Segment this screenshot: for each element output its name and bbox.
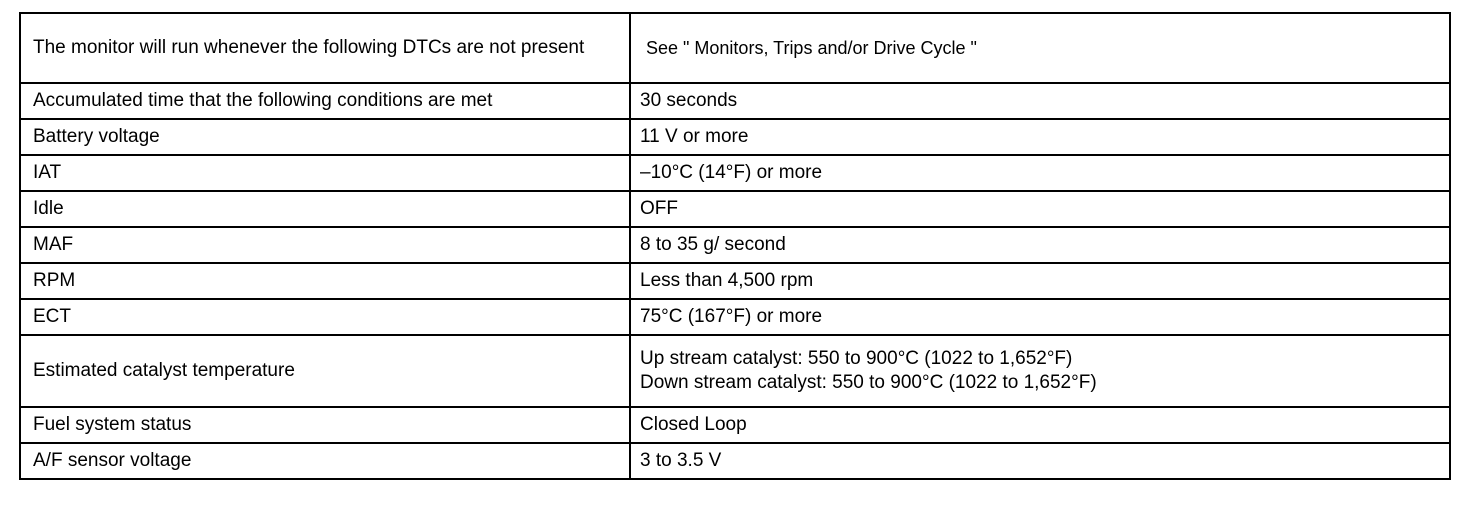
table-row — [20, 443, 1450, 479]
value-cell: Closed Loop — [630, 407, 1450, 443]
condition-cell: Battery voltage — [20, 119, 630, 155]
value-cell: Less than 4,500 rpm — [630, 263, 1450, 299]
value-cell: 11 V or more — [630, 119, 1450, 155]
value-text: See " Monitors, Trips and/or Drive Cycle " — [646, 37, 977, 58]
condition-cell: ECT — [20, 299, 630, 335]
condition-cell: The monitor will run whenever the following DTCs are not present — [20, 13, 630, 83]
value-cell: –10°C (14°F) or more — [630, 155, 1450, 191]
condition-cell: A/F sensor voltage — [20, 443, 630, 479]
value-cell: 30 seconds — [630, 83, 1450, 119]
table-row — [20, 227, 1450, 263]
table-row — [20, 335, 1450, 407]
value-cell: 75°C (167°F) or more — [630, 299, 1450, 335]
table-row — [20, 119, 1450, 155]
value-line-downstream: Down stream catalyst: 550 to 900°C (1022 to 1,652°F) — [640, 372, 1097, 393]
table-row — [20, 155, 1450, 191]
condition-cell: RPM — [20, 263, 630, 299]
condition-cell: Accumulated time that the following conditions are met — [20, 83, 630, 119]
condition-cell: Fuel system status — [20, 407, 630, 443]
table-row — [20, 13, 1450, 83]
table-row — [20, 83, 1450, 119]
condition-cell: Idle — [20, 191, 630, 227]
monitor-conditions-table — [19, 12, 1451, 480]
value-cell — [630, 335, 1450, 407]
value-cell: 8 to 35 g/ second — [630, 227, 1450, 263]
value-line-upstream: Up stream catalyst: 550 to 900°C (1022 to 1,652°F) — [640, 348, 1073, 369]
condition-cell: Estimated catalyst temperature — [20, 335, 630, 407]
table-row — [20, 191, 1450, 227]
table-row — [20, 407, 1450, 443]
condition-cell: MAF — [20, 227, 630, 263]
table-row — [20, 299, 1450, 335]
condition-cell: IAT — [20, 155, 630, 191]
value-cell — [630, 13, 1450, 83]
table-row — [20, 263, 1450, 299]
value-cell: OFF — [630, 191, 1450, 227]
value-cell: 3 to 3.5 V — [630, 443, 1450, 479]
